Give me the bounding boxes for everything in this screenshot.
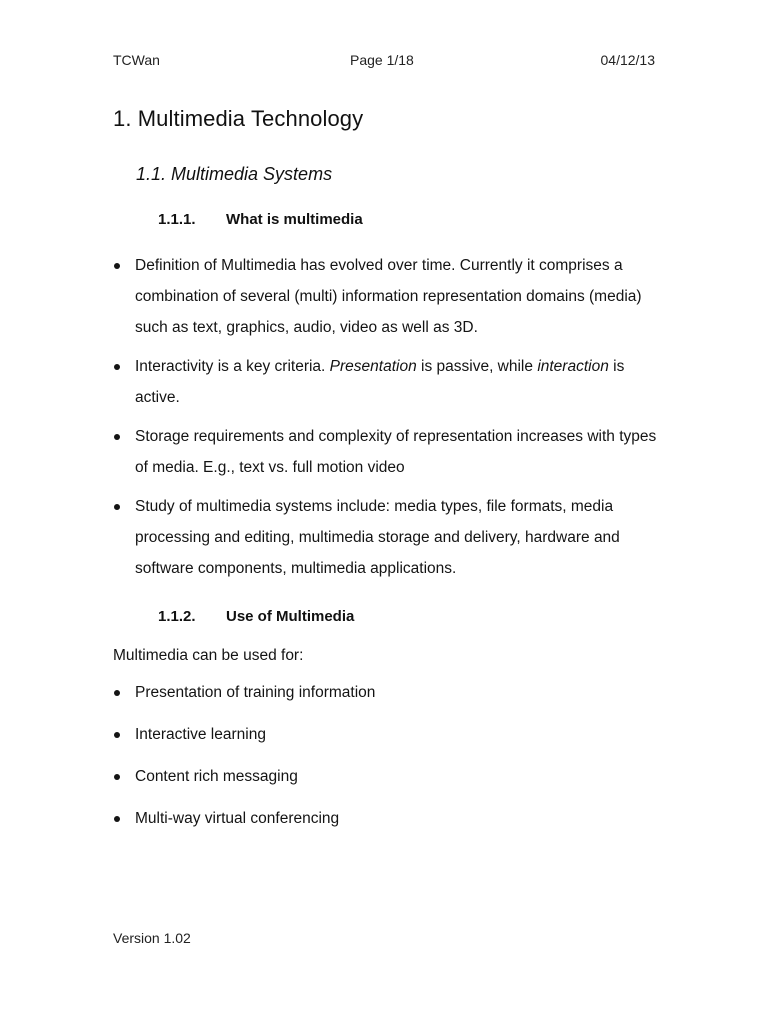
subsection-number: 1.1.1. [158,211,196,228]
bullet-icon [114,690,120,696]
list-item-text: Multi-way virtual conferencing [135,810,340,827]
list-item [113,250,658,343]
list-item-text: Study of multimedia systems include: media types, file formats, media processing and editing, multimedia storage and delivery, hardware and software components, multimedia applications. [135,498,620,577]
document-title: 1. Multimedia Technology [113,106,364,131]
list-item-text: Definition of Multimedia has evolved over time. Currently it comprises a combination of several (multi) information representation domains (media) such as text, graphics, audio, video as well as 3D. [135,257,642,336]
list-item [113,677,658,708]
emphasis-interaction: interaction [537,358,609,375]
list-item-text-middle: is passive, while [416,358,538,375]
header-author: TCWan [113,52,160,68]
list-item-text: Storage requirements and complexity of representation increases with types of media. E.g., text vs. full motion video [135,428,657,476]
subsection-heading-what-is-multimedia [158,209,658,231]
intro-paragraph: Multimedia can be used for: [113,647,304,664]
list-item-text-end: is active. [135,358,625,406]
list-item-text: Presentation of training information [135,684,376,701]
header-page-number: Page 1/18 [350,52,414,68]
list-item-text-start: Interactivity is a key criteria. [135,358,330,375]
list-item [113,421,658,483]
page-header [113,52,655,72]
bullet-list-what-is-multimedia [113,250,658,584]
subsection-title: What is multimedia [226,211,363,228]
header-date: 04/12/13 [600,52,655,68]
document-body [113,104,658,845]
list-item [113,761,658,792]
list-item [113,491,658,584]
bullet-icon [114,816,120,822]
list-item [113,719,658,750]
list-item-text: Content rich messaging [135,768,298,785]
bullet-icon [114,364,120,370]
section-title: 1.1. Multimedia Systems [136,164,333,184]
bullet-list-uses [113,677,658,834]
bullet-icon [114,732,120,738]
list-item [113,351,658,413]
subsection-number: 1.1.2. [158,608,196,625]
bullet-icon [114,263,120,269]
bullet-icon [114,774,120,780]
footer-version: Version 1.02 [113,930,191,946]
list-item [113,803,658,834]
subsection-title: Use of Multimedia [226,608,355,625]
bullet-icon [114,504,120,510]
list-item-text: Interactive learning [135,726,266,743]
bullet-icon [114,434,120,440]
subsection-heading-use-of-multimedia [158,606,658,628]
emphasis-presentation: Presentation [329,358,417,375]
